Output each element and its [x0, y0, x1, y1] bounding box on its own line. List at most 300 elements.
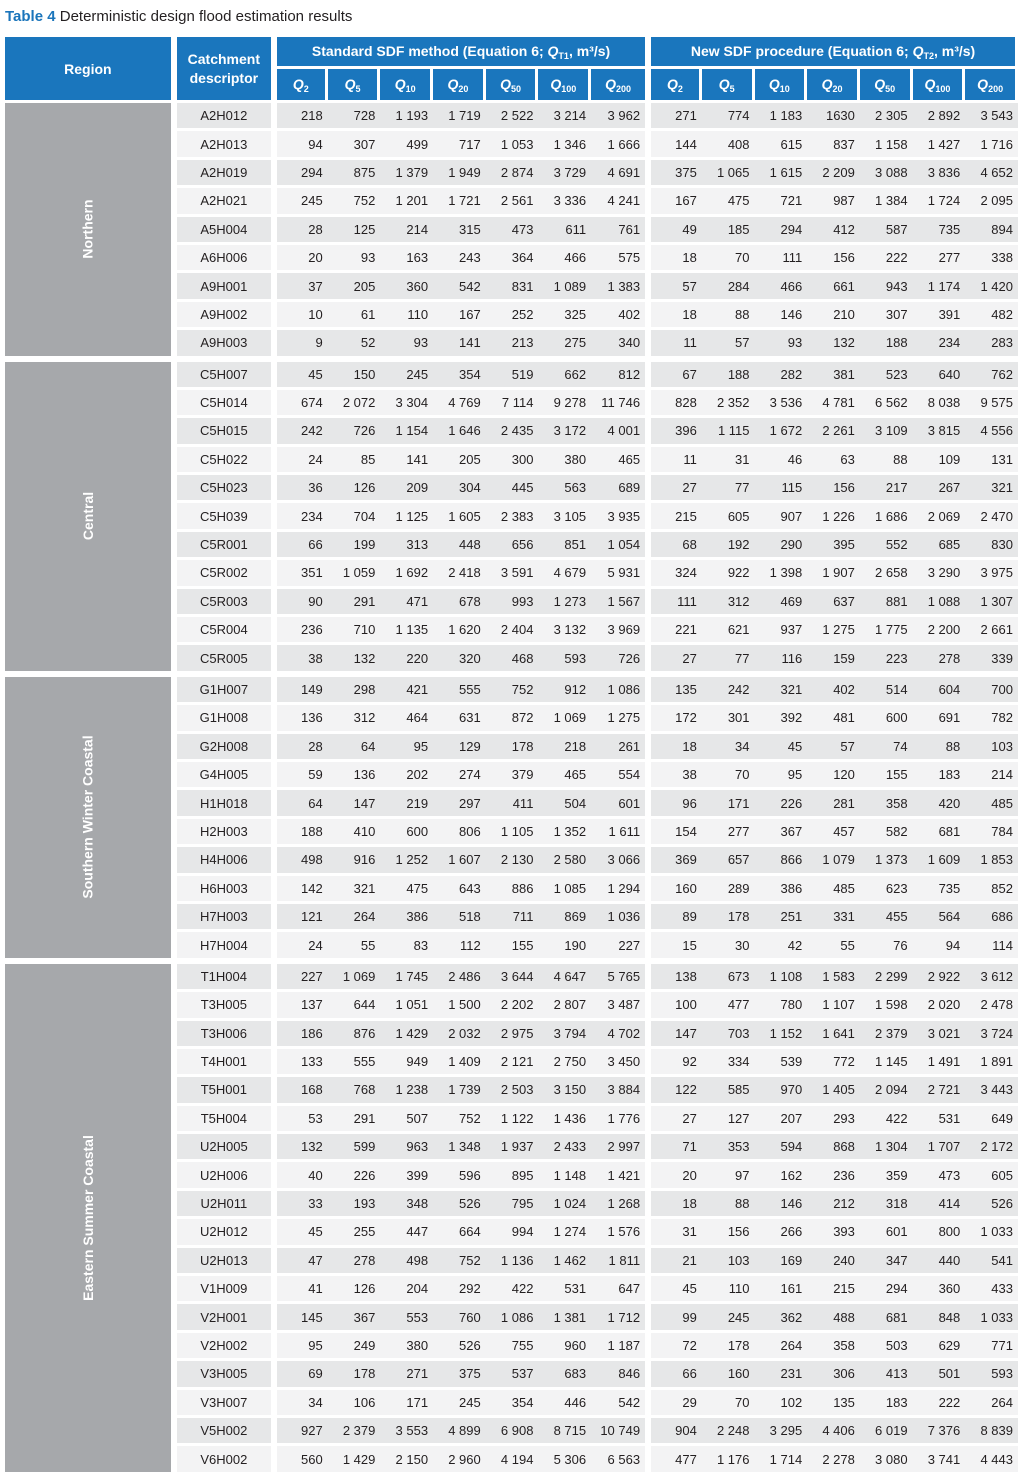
- new-value-cell: 245: [702, 1304, 755, 1332]
- new-value-cell: 217: [860, 475, 913, 503]
- std-value-cell: 292: [433, 1276, 486, 1304]
- new-value-cell: 21: [651, 1248, 702, 1276]
- new-value-cell: 1 108: [755, 964, 808, 992]
- new-value-cell: 281: [807, 790, 860, 818]
- new-value-cell: 1 115: [702, 418, 755, 446]
- table-row: [5, 677, 1018, 705]
- new-value-cell: 1 304: [860, 1134, 913, 1162]
- new-value-cell: 146: [755, 302, 808, 330]
- new-value-cell: 2 922: [913, 964, 966, 992]
- std-value-cell: 643: [433, 876, 486, 904]
- std-value-cell: 2 383: [486, 503, 539, 531]
- new-value-cell: 110: [702, 1276, 755, 1304]
- new-value-cell: 3 443: [965, 1077, 1018, 1105]
- new-value-cell: 156: [702, 1219, 755, 1247]
- new-value-cell: 294: [755, 217, 808, 245]
- std-value-cell: 710: [328, 617, 381, 645]
- new-value-cell: 1 384: [860, 188, 913, 216]
- new-value-cell: 784: [965, 819, 1018, 847]
- std-value-cell: 10 749: [591, 1418, 651, 1446]
- new-value-cell: 381: [807, 362, 860, 390]
- std-value-cell: 993: [486, 589, 539, 617]
- std-value-cell: 752: [433, 1248, 486, 1276]
- catchment-code-cell: C5H007: [177, 362, 277, 390]
- new-value-cell: 338: [965, 245, 1018, 273]
- std-value-cell: 3 450: [591, 1049, 651, 1077]
- new-value-cell: 103: [702, 1248, 755, 1276]
- new-value-cell: 236: [807, 1162, 860, 1190]
- std-value-cell: 20: [277, 245, 328, 273]
- std-value-cell: 2 960: [433, 1446, 486, 1477]
- std-value-cell: 2 435: [486, 418, 539, 446]
- std-value-cell: 593: [538, 645, 591, 676]
- std-value-cell: 465: [538, 762, 591, 790]
- std-value-cell: 2 486: [433, 964, 486, 992]
- std-value-cell: 2 807: [538, 992, 591, 1020]
- new-value-cell: 4 652: [965, 160, 1018, 188]
- std-value-cell: 386: [380, 904, 433, 932]
- new-value-cell: 3 021: [913, 1021, 966, 1049]
- new-value-cell: 212: [807, 1191, 860, 1219]
- new-value-cell: 2 470: [965, 503, 1018, 531]
- catchment-code-cell: V2H001: [177, 1304, 277, 1332]
- std-value-cell: 1 712: [591, 1304, 651, 1332]
- new-value-cell: 866: [755, 847, 808, 875]
- std-value-cell: 518: [433, 904, 486, 932]
- new-value-cell: 2 658: [860, 560, 913, 588]
- new-value-cell: 135: [807, 1390, 860, 1418]
- new-value-cell: 3 543: [965, 103, 1018, 131]
- std-value-cell: 3 304: [380, 390, 433, 418]
- new-value-cell: 623: [860, 876, 913, 904]
- std-value-cell: 133: [277, 1049, 328, 1077]
- new-value-cell: 97: [702, 1162, 755, 1190]
- std-value-cell: 3 336: [538, 188, 591, 216]
- new-value-cell: 6 019: [860, 1418, 913, 1446]
- new-value-cell: 11: [651, 447, 702, 475]
- descriptor-header: Catchment descriptor: [177, 37, 277, 103]
- std-value-cell: 1 187: [591, 1333, 651, 1361]
- new-value-cell: 943: [860, 273, 913, 301]
- new-value-cell: 210: [807, 302, 860, 330]
- std-value-cell: 1 409: [433, 1049, 486, 1077]
- new-value-cell: 226: [755, 790, 808, 818]
- new-value-cell: 8 839: [965, 1418, 1018, 1446]
- std-value-cell: 274: [433, 762, 486, 790]
- catchment-code-cell: A2H019: [177, 160, 277, 188]
- std-value-cell: 312: [328, 705, 381, 733]
- std-value-cell: 1 069: [328, 964, 381, 992]
- std-value-cell: 141: [380, 447, 433, 475]
- new-value-cell: 92: [651, 1049, 702, 1077]
- std-value-cell: 126: [328, 475, 381, 503]
- catchment-code-cell: H2H003: [177, 819, 277, 847]
- std-value-cell: 45: [277, 362, 328, 390]
- std-value-cell: 278: [328, 1248, 381, 1276]
- new-value-cell: 987: [807, 188, 860, 216]
- std-value-cell: 717: [433, 131, 486, 159]
- std-value-cell: 1 135: [380, 617, 433, 645]
- std-value-cell: 236: [277, 617, 328, 645]
- new-value-cell: 160: [651, 876, 702, 904]
- new-value-cell: 3 724: [965, 1021, 1018, 1049]
- new-value-cell: 481: [807, 705, 860, 733]
- std-value-cell: 1 567: [591, 589, 651, 617]
- std-value-cell: 40: [277, 1162, 328, 1190]
- new-value-cell: 178: [702, 904, 755, 932]
- region-cell: Central: [5, 362, 177, 677]
- std-value-cell: 348: [380, 1191, 433, 1219]
- std-value-cell: 3 962: [591, 103, 651, 131]
- new-value-cell: 531: [913, 1106, 966, 1134]
- new-value-cell: 637: [807, 589, 860, 617]
- std-value-cell: 916: [328, 847, 381, 875]
- catchment-code-cell: C5R004: [177, 617, 277, 645]
- new-value-cell: 3 612: [965, 964, 1018, 992]
- new-value-cell: 3 290: [913, 560, 966, 588]
- new-value-cell: 4 406: [807, 1418, 860, 1446]
- std-value-cell: 1 719: [433, 103, 486, 131]
- std-value-cell: 647: [591, 1276, 651, 1304]
- std-value-cell: 168: [277, 1077, 328, 1105]
- new-value-cell: 1 158: [860, 131, 913, 159]
- new-value-cell: 2 209: [807, 160, 860, 188]
- table-row: [5, 103, 1018, 131]
- std-value-cell: 846: [591, 1361, 651, 1389]
- new-value-cell: 735: [913, 217, 966, 245]
- std-value-cell: 142: [277, 876, 328, 904]
- new-value-cell: 1 033: [965, 1219, 1018, 1247]
- std-value-cell: 307: [328, 131, 381, 159]
- std-value-cell: 178: [486, 734, 539, 762]
- std-value-cell: 1 605: [433, 503, 486, 531]
- std-value-cell: 219: [380, 790, 433, 818]
- std-value-cell: 145: [277, 1304, 328, 1332]
- new-value-cell: 1 107: [807, 992, 860, 1020]
- catchment-code-cell: C5H023: [177, 475, 277, 503]
- std-value-cell: 364: [486, 245, 539, 273]
- std-value-cell: 1 294: [591, 876, 651, 904]
- std-value-cell: 560: [277, 1446, 328, 1477]
- new-value-cell: 339: [965, 645, 1018, 676]
- new-value-cell: 222: [860, 245, 913, 273]
- std-value-cell: 761: [591, 217, 651, 245]
- std-value-cell: 340: [591, 330, 651, 361]
- std-value-cell: 466: [538, 245, 591, 273]
- catchment-code-cell: G4H005: [177, 762, 277, 790]
- new-value-cell: 188: [860, 330, 913, 361]
- new-value-cell: 772: [807, 1049, 860, 1077]
- new-value-cell: 167: [651, 188, 702, 216]
- std-value-cell: 95: [380, 734, 433, 762]
- std-value-cell: 110: [380, 302, 433, 330]
- new-value-cell: 183: [913, 762, 966, 790]
- std-value-cell: 64: [328, 734, 381, 762]
- std-value-cell: 1 051: [380, 992, 433, 1020]
- std-value-cell: 806: [433, 819, 486, 847]
- new-value-cell: 30: [702, 932, 755, 963]
- header-new-q200: $Q_{200}$: [965, 69, 1018, 103]
- std-value-cell: 2 379: [328, 1418, 381, 1446]
- catchment-code-cell: H1H018: [177, 790, 277, 818]
- catchment-code-cell: C5R001: [177, 532, 277, 560]
- new-value-cell: 375: [651, 160, 702, 188]
- std-value-cell: 3 729: [538, 160, 591, 188]
- new-value-cell: 1 672: [755, 418, 808, 446]
- new-value-cell: 455: [860, 904, 913, 932]
- region-header: Region: [5, 37, 177, 103]
- std-value-cell: 447: [380, 1219, 433, 1247]
- std-value-cell: 1 105: [486, 819, 539, 847]
- new-value-cell: 160: [702, 1361, 755, 1389]
- std-value-cell: 410: [328, 819, 381, 847]
- std-value-cell: 7 114: [486, 390, 539, 418]
- catchment-code-cell: C5H014: [177, 390, 277, 418]
- std-value-cell: 895: [486, 1162, 539, 1190]
- std-value-cell: 354: [433, 362, 486, 390]
- catchment-code-cell: V1H009: [177, 1276, 277, 1304]
- new-value-cell: 49: [651, 217, 702, 245]
- new-value-cell: 111: [755, 245, 808, 273]
- std-value-cell: 600: [380, 819, 433, 847]
- new-value-cell: 2 352: [702, 390, 755, 418]
- std-value-cell: 445: [486, 475, 539, 503]
- new-value-cell: 185: [702, 217, 755, 245]
- std-value-cell: 1 136: [486, 1248, 539, 1276]
- new-value-cell: 11: [651, 330, 702, 361]
- std-value-cell: 3 066: [591, 847, 651, 875]
- std-value-cell: 163: [380, 245, 433, 273]
- new-value-cell: 46: [755, 447, 808, 475]
- new-value-cell: 77: [702, 475, 755, 503]
- std-value-cell: 3 884: [591, 1077, 651, 1105]
- std-value-cell: 2 150: [380, 1446, 433, 1477]
- header-std-q100: $Q_{100}$: [538, 69, 591, 103]
- new-value-cell: 600: [860, 705, 913, 733]
- new-value-cell: 1 033: [965, 1304, 1018, 1332]
- std-value-cell: 291: [328, 589, 381, 617]
- std-value-cell: 204: [380, 1276, 433, 1304]
- new-value-cell: 4 556: [965, 418, 1018, 446]
- std-value-cell: 354: [486, 1390, 539, 1418]
- std-value-cell: 218: [277, 103, 328, 131]
- std-value-cell: 3 132: [538, 617, 591, 645]
- new-value-cell: 215: [807, 1276, 860, 1304]
- new-value-cell: 242: [702, 677, 755, 705]
- new-value-cell: 321: [965, 475, 1018, 503]
- new-value-cell: 402: [807, 677, 860, 705]
- std-value-cell: 1 721: [433, 188, 486, 216]
- new-value-cell: 1 716: [965, 131, 1018, 159]
- catchment-code-cell: G1H008: [177, 705, 277, 733]
- std-value-cell: 5 765: [591, 964, 651, 992]
- new-value-cell: 31: [702, 447, 755, 475]
- std-value-cell: 171: [380, 1390, 433, 1418]
- new-value-cell: 830: [965, 532, 1018, 560]
- new-value-cell: 1 427: [913, 131, 966, 159]
- std-value-cell: 2 975: [486, 1021, 539, 1049]
- std-value-cell: 52: [328, 330, 381, 361]
- new-value-cell: 45: [755, 734, 808, 762]
- new-value-cell: 15: [651, 932, 702, 963]
- new-value-cell: 391: [913, 302, 966, 330]
- header-std-q5: $Q_5$: [328, 69, 381, 103]
- new-value-cell: 88: [702, 1191, 755, 1219]
- new-value-cell: 7 376: [913, 1418, 966, 1446]
- std-value-cell: 106: [328, 1390, 381, 1418]
- new-value-cell: 703: [702, 1021, 755, 1049]
- std-value-cell: 3 794: [538, 1021, 591, 1049]
- new-value-cell: 362: [755, 1304, 808, 1332]
- new-value-cell: 414: [913, 1191, 966, 1219]
- new-value-cell: 1 079: [807, 847, 860, 875]
- new-value-cell: 8 038: [913, 390, 966, 418]
- new-value-cell: 1 065: [702, 160, 755, 188]
- new-value-cell: 267: [913, 475, 966, 503]
- std-value-cell: 66: [277, 532, 328, 560]
- new-value-cell: 277: [702, 819, 755, 847]
- new-value-cell: 1 598: [860, 992, 913, 1020]
- new-value-cell: 582: [860, 819, 913, 847]
- std-value-cell: 949: [380, 1049, 433, 1077]
- std-value-cell: 553: [380, 1304, 433, 1332]
- new-value-cell: 422: [860, 1106, 913, 1134]
- std-value-cell: 3 644: [486, 964, 539, 992]
- std-value-cell: 90: [277, 589, 328, 617]
- new-value-cell: 251: [755, 904, 808, 932]
- new-value-cell: 9 575: [965, 390, 1018, 418]
- std-value-cell: 261: [591, 734, 651, 762]
- std-value-cell: 689: [591, 475, 651, 503]
- catchment-code-cell: V3H007: [177, 1390, 277, 1418]
- catchment-code-cell: A9H002: [177, 302, 277, 330]
- std-value-cell: 526: [433, 1333, 486, 1361]
- std-value-cell: 1 811: [591, 1248, 651, 1276]
- std-value-cell: 601: [591, 790, 651, 818]
- catchment-code-cell: V5H002: [177, 1418, 277, 1446]
- new-value-cell: 29: [651, 1390, 702, 1418]
- std-value-cell: 226: [328, 1162, 381, 1190]
- new-value-cell: 3 836: [913, 160, 966, 188]
- std-value-cell: 531: [538, 1276, 591, 1304]
- new-value-cell: 685: [913, 532, 966, 560]
- new-value-cell: 369: [651, 847, 702, 875]
- new-value-cell: 392: [755, 705, 808, 733]
- new-value-cell: 1 176: [702, 1446, 755, 1477]
- new-value-cell: 331: [807, 904, 860, 932]
- std-value-cell: 1 381: [538, 1304, 591, 1332]
- catchment-code-cell: A2H012: [177, 103, 277, 131]
- new-value-cell: 171: [702, 790, 755, 818]
- new-value-cell: 70: [702, 1390, 755, 1418]
- new-value-cell: 2 095: [965, 188, 1018, 216]
- new-value-cell: 477: [651, 1446, 702, 1477]
- new-value-cell: 413: [860, 1361, 913, 1389]
- new-value-cell: 601: [860, 1219, 913, 1247]
- std-value-cell: 499: [380, 131, 433, 159]
- new-value-cell: 640: [913, 362, 966, 390]
- new-value-cell: 271: [651, 103, 702, 131]
- std-value-cell: 294: [277, 160, 328, 188]
- std-value-cell: 726: [328, 418, 381, 446]
- new-value-cell: 222: [913, 1390, 966, 1418]
- new-value-cell: 324: [651, 560, 702, 588]
- new-value-cell: 135: [651, 677, 702, 705]
- std-value-cell: 83: [380, 932, 433, 963]
- catchment-code-cell: U2H005: [177, 1134, 277, 1162]
- new-value-cell: 782: [965, 705, 1018, 733]
- new-value-cell: 700: [965, 677, 1018, 705]
- new-value-cell: 347: [860, 1248, 913, 1276]
- header-std-q200: $Q_{200}$: [591, 69, 651, 103]
- new-value-cell: 312: [702, 589, 755, 617]
- new-value-cell: 358: [860, 790, 913, 818]
- catchment-code-cell: H4H006: [177, 847, 277, 875]
- std-value-cell: 129: [433, 734, 486, 762]
- std-value-cell: 555: [328, 1049, 381, 1077]
- std-value-cell: 471: [380, 589, 433, 617]
- std-value-cell: 313: [380, 532, 433, 560]
- std-value-cell: 575: [591, 245, 651, 273]
- new-value-cell: 34: [702, 734, 755, 762]
- new-value-cell: 485: [965, 790, 1018, 818]
- std-value-cell: 1 500: [433, 992, 486, 1020]
- std-value-cell: 421: [380, 677, 433, 705]
- std-value-cell: 367: [328, 1304, 381, 1332]
- std-value-cell: 190: [538, 932, 591, 963]
- std-value-cell: 2 032: [433, 1021, 486, 1049]
- std-value-cell: 136: [277, 705, 328, 733]
- new-value-cell: 605: [702, 503, 755, 531]
- std-value-cell: 507: [380, 1106, 433, 1134]
- std-value-cell: 1 201: [380, 188, 433, 216]
- new-value-cell: 42: [755, 932, 808, 963]
- std-value-cell: 132: [328, 645, 381, 676]
- new-value-cell: 649: [965, 1106, 1018, 1134]
- new-value-cell: 501: [913, 1361, 966, 1389]
- new-value-cell: 585: [702, 1077, 755, 1105]
- new-value-cell: 132: [807, 330, 860, 361]
- std-value-cell: 1 937: [486, 1134, 539, 1162]
- std-value-cell: 24: [277, 932, 328, 963]
- new-value-cell: 539: [755, 1049, 808, 1077]
- std-value-cell: 4 691: [591, 160, 651, 188]
- new-value-cell: 214: [965, 762, 1018, 790]
- new-value-cell: 735: [913, 876, 966, 904]
- std-value-cell: 167: [433, 302, 486, 330]
- std-value-cell: 55: [328, 932, 381, 963]
- new-value-cell: 57: [807, 734, 860, 762]
- std-value-cell: 186: [277, 1021, 328, 1049]
- new-value-cell: 587: [860, 217, 913, 245]
- new-value-cell: 264: [755, 1333, 808, 1361]
- new-value-cell: 6 562: [860, 390, 913, 418]
- catchment-code-cell: A9H001: [177, 273, 277, 301]
- new-value-cell: 277: [913, 245, 966, 273]
- std-value-cell: 504: [538, 790, 591, 818]
- new-value-cell: 2 069: [913, 503, 966, 531]
- std-value-cell: 1 252: [380, 847, 433, 875]
- std-value-cell: 1 348: [433, 1134, 486, 1162]
- std-value-cell: 234: [277, 503, 328, 531]
- table-caption: [5, 8, 352, 25]
- new-value-cell: 70: [702, 245, 755, 273]
- std-value-cell: 150: [328, 362, 381, 390]
- new-value-cell: 395: [807, 532, 860, 560]
- std-value-cell: 9: [277, 330, 328, 361]
- std-value-cell: 1 620: [433, 617, 486, 645]
- new-value-cell: 469: [755, 589, 808, 617]
